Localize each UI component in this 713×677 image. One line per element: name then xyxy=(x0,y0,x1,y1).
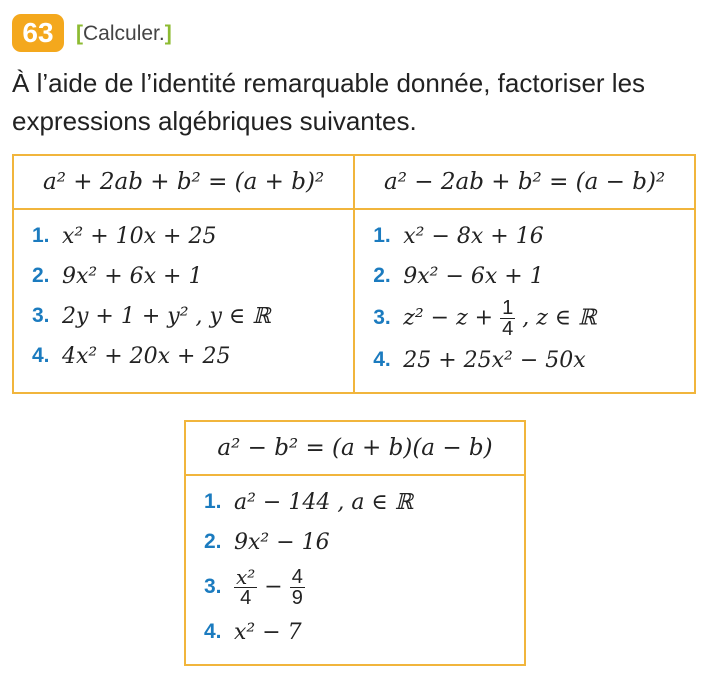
item-expression: x² + 10x + 25 xyxy=(62,223,217,249)
list-item xyxy=(204,562,524,612)
item-number: 1. xyxy=(32,224,50,247)
identity-table-bottom xyxy=(184,420,526,666)
tag-bracket-close: ] xyxy=(164,22,172,45)
item-expression: 9x² − 16 xyxy=(234,529,330,555)
item-expression: 9x² + 6x + 1 xyxy=(62,263,203,289)
item-expression: 4x² + 20x + 25 xyxy=(62,343,231,369)
tag-label: Calculer. xyxy=(83,22,165,45)
item-expression: 2y + 1 + y² , y ∈ ℝ xyxy=(62,303,271,329)
exercise-number-badge: 63 xyxy=(12,14,64,52)
list-item xyxy=(373,296,694,340)
list-item xyxy=(204,482,524,522)
list-item xyxy=(373,216,694,256)
tag-bracket-open: [ xyxy=(76,22,83,45)
item-expression: x² − 7 xyxy=(234,619,302,645)
item-expression: z² − z + $\frac{1}{4}$ , z ∈ ℝ xyxy=(403,296,597,340)
item-number: 3. xyxy=(32,304,50,327)
list-item xyxy=(32,296,353,336)
identity-header-diff-square: a² − 2ab + b² = (a − b)² xyxy=(354,155,695,209)
list-item xyxy=(32,256,353,296)
fraction: $\frac{1}{4}$ xyxy=(502,296,514,340)
item-number: 4. xyxy=(204,620,222,643)
list-item xyxy=(32,216,353,256)
item-expression: $\frac{\text{x²}}{4}$ − $\frac{4}{9}$ xyxy=(236,564,303,609)
item-number: 4. xyxy=(373,348,391,371)
item-number: 4. xyxy=(32,344,50,367)
list-item xyxy=(373,256,694,296)
instruction-text: À l’aide de l’identité remarquable donnée, factoriser les expressions algébriques suivantes. xyxy=(12,68,646,136)
fraction: $\frac{4}{9}$ xyxy=(291,565,303,609)
list-item xyxy=(204,522,524,562)
fraction: $\frac{\text{x²}}{4}$ xyxy=(236,564,256,609)
item-number: 3. xyxy=(373,306,391,329)
item-expression: x² − 8x + 16 xyxy=(403,223,544,249)
item-expression: a² − 144 , a ∈ ℝ xyxy=(234,489,413,515)
list-item xyxy=(204,612,524,652)
item-number: 3. xyxy=(204,575,222,598)
identity-table-top xyxy=(12,154,696,394)
exercise-list-diff-square xyxy=(354,209,695,393)
identity-header-diff-of-squares: a² − b² = (a + b)(a − b) xyxy=(185,421,525,475)
exercise-tag xyxy=(76,22,172,46)
list-item xyxy=(32,336,353,376)
item-number: 2. xyxy=(373,264,391,287)
item-expression: 25 + 25x² − 50x xyxy=(403,347,586,373)
exercise-list-sum-square xyxy=(13,209,354,393)
item-number: 2. xyxy=(32,264,50,287)
exercise-list-diff-of-squares xyxy=(185,475,525,665)
item-number: 2. xyxy=(204,530,222,553)
item-number: 1. xyxy=(204,490,222,513)
item-number: 1. xyxy=(373,224,391,247)
list-item xyxy=(373,340,694,380)
identity-header-sum-square: a² + 2ab + b² = (a + b)² xyxy=(13,155,354,209)
item-expression: 9x² − 6x + 1 xyxy=(403,263,544,289)
